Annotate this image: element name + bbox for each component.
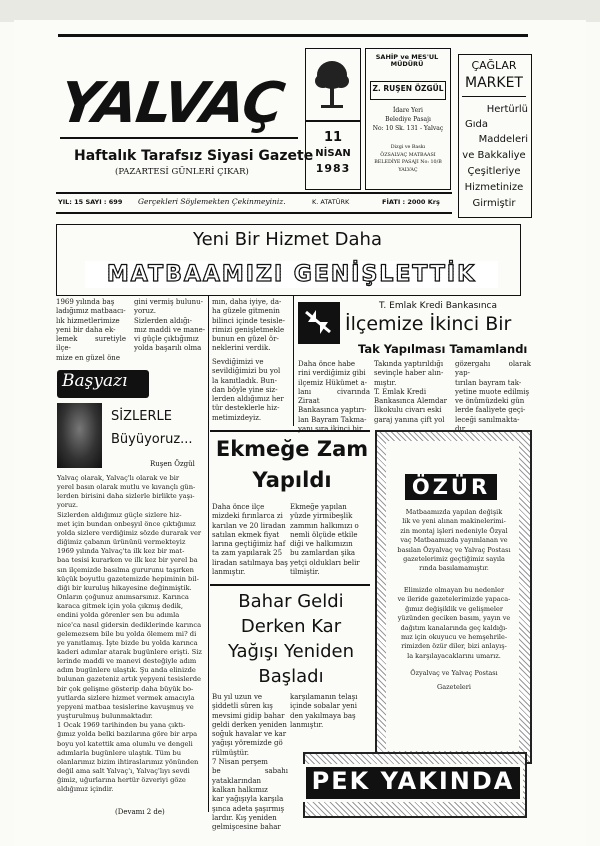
snow-col-2: karşılamanın telaşı içinde sobalar yeni den yakılmaya baş lanmıştır. xyxy=(290,693,358,729)
owner-label: SAHİP ve MES'UL MÜDÜRÜ xyxy=(375,53,439,69)
lead-col-1: 1969 yılında baş ladığımız matbaacı- lık hizmetlerimize yeni bir daha ek- lemek suretiyle ilçe- mize en güzel öne xyxy=(56,298,126,362)
ozur-para-2: Elimizde olmayan bu nedenler ve ileride gazetelerimizde yapaca- ğımız değişiklik ve gelişmeler yüzünden geciken basım, yayın ve dağıtım kanalarında geç kaldığı- mız için okuyucu ve hemşehrile- rimizden özür diler, bizi anlayış- la karşılayacaklarını umarız. xyxy=(397,586,511,660)
editorial-title-1: SİZLERLE xyxy=(111,409,172,424)
ozur-para-1: Matbaamızda yapılan değişik lik ve yeni alınan makinelerimi- zin montaj işleri nedeniyle Özyal vaç Matbaamızda yayımlanan ve basılan Özyalvaç ve Yalvaç Postası gazetelerimiz geçtiğimiz sayıla rında basılamamıştır. xyxy=(397,508,511,573)
bank-logo-icon xyxy=(302,306,334,338)
ataturk: K. ATATÜRK xyxy=(312,198,350,206)
logo: YALVAÇ xyxy=(55,71,288,136)
editorial-label: Başyazı xyxy=(62,371,128,391)
snow-headline-1: Bahar Geldi xyxy=(238,591,344,612)
snow-col-1: Bu yıl uzun ve şiddetli süren kış mevsimi gidip bahar geldi derken yeniden soğuk havalar ve kar yağışı yöremizde gö rülmüştür. 7 Nisan perşem be sabahı yataklarından kalkan halkımız kar yağışıyla karşıla şınca adeta şaşırmış lardır. Kış yeniden gelmişcesine bahar xyxy=(212,693,288,832)
date-divider xyxy=(305,120,361,122)
bread-headline-1: Ekmeğe Zam xyxy=(215,437,369,461)
soon-text: PEK YAKINDA xyxy=(311,767,515,795)
motto: Gerçekleri Söylemekten Çekinmeyiniz. xyxy=(138,197,286,206)
market-brand-2: MARKET xyxy=(465,75,523,91)
bank-kicker: T. Emlak Kredi Bankasınca xyxy=(378,301,498,311)
ozur-title: ÖZÜR xyxy=(411,475,491,499)
market-line: Hizmetinize xyxy=(464,182,524,193)
bank-col-1: Daha önce habe rini verdiğimiz gibi ilçemiz Hükümet a- lanı civarında Ziraat Bankasınca yaptırı- lan Bayram Takma- xyxy=(298,360,370,424)
market-line: Çeşitleriye xyxy=(467,166,521,177)
market-line: Maddeleri xyxy=(478,134,528,145)
snow-headline-4: Başladı xyxy=(258,666,324,687)
scan-edge xyxy=(0,0,600,22)
bread-col-2: Ekmeğe yapılan yüzde yirmibeşlik zammın halkımızı o nemli ölçüde etkile diği ve halkımızın bu zamlardan şika yetçi oldukları belir tilmiştir. xyxy=(290,503,360,577)
bank-col-2: Takında yaptırıldığı sevinçle haber alın- mıştır. T. Emlak Kredi Bankasınca Alemdar İlkokulu civarı eski garaj yanına çift yol xyxy=(374,360,447,424)
snow-rule-top xyxy=(210,584,370,586)
lead-col-3: mın, daha iyiye, da- ha güzele gitmenin bilinci içinde tesisle- rimizi genişletmekle bunun en güzel ör- neklerini verdik. xyxy=(212,298,285,353)
issue-day: 11 xyxy=(323,130,343,145)
issue-month: NİSAN xyxy=(315,148,351,159)
editorial-body: Yalvaç olarak, Yalvaç'lı olarak ve bir yerel basın olarak mutlu ve kıvançlı gün- lerden birisini daha sizlerle birlikte yaşı- yoruz. Sizlerden aldığımız güçle sizlere hiz- met için bundan onbeşyıl önce çıktığımız yolda sizlere verdiğimiz sözde durarak ver diğimiz çabanın ürününü vermekteyiz 1969 yılında Yalvaç'ta ilk kez bir mat- baa tesisi kurarken ve ilk kez bir yerel ba sın ilçemizde basılma gururunu taşırken küçük boyutlu gazetemizde hepiminin bil- diği bir kuruluş hikayesine değinmiştik. Onların çoğunuz anımsarsınız. Karınca karaca gitmek için yola çıkmış dedik, endini yolda görenler sen bu adımla nice'ca nasıl gidersin dediklerinde karınca gelemezsem bile bu yolda ölemem mi? di ye yanıtlamış. İşte bizde bu yolda karınca kaderi adımlar atarak bugünlere erişti. Siz lerinde maddi ve manevi desteğiyle adım adım bugünlere ulaştık. Şu anda elinizde bulunan gazeteniz artık yepyeni tesislerde bir çok gelişme gösterip daha büyük bo- yutlarda sizlere hizmet vermek amacıyla yepyeni matbaa tesislerine kavuşmuş ve yuşturulmuş bulunmaktadır. 1 Ocak 1969 tarihinden bu yana çıktı- ğımız yolda belki bazılarına göre bir arpa boyu yol katettik ama olumlu ve dengeli adımlarla bugünlere ulaştık. Tüm bu olanlarımız bizim ihtiraslarımız yönünden değil ama salt Yalvaç'ı, Yalvaç'lıyı sevdi ğimiz, uğurlarına hertür özveriyi göze aldığımız içindir. xyxy=(57,474,202,794)
author-photo xyxy=(57,403,102,468)
printer-info: Dizgi ve Baskı ÖZSALVAÇ MATBAASI BELEDİYE PASAJI No: 10/B YALVAÇ xyxy=(374,145,442,173)
market-line: Gıda xyxy=(465,119,489,130)
bread-rule-top xyxy=(210,430,370,432)
top-rule xyxy=(58,34,528,37)
year-issue: YIL: 15 SAYI : 699 xyxy=(58,198,123,206)
snow-headline-3: Yağışı Yeniden xyxy=(227,641,355,662)
ozur-signature: Özyalvaç ve Yalvaç Postası Gazeteleri xyxy=(410,669,498,691)
market-line: Girmiştir xyxy=(472,198,516,209)
masthead-schedule: (PAZARTESİ GÜNLERİ ÇIKAR) xyxy=(115,167,249,177)
bread-headline-2: Yapıldı xyxy=(252,468,332,492)
snow-headline-2: Derken Kar xyxy=(240,616,342,637)
lead-headline: MATBAAMIZI GENİŞLETTİK xyxy=(85,262,498,287)
issue-year: 1983 xyxy=(315,162,351,175)
column-rule xyxy=(208,296,209,812)
bread-col-1: Daha önce ilçe mizdeki fırınlarca zi karılan ve 20 liradan satılan ekmek fiyat larına geçtiğimiz haf ta zam yapılarak 25 liradan satılmaya baş lanmıştır. xyxy=(212,503,288,577)
lead-col-4: Sevdiğimizi ve sevildiğimizi bu yol la kanıtladık. Bun- dan böyle yine siz- lerden aldığımız her tür desteklerle hiz- metimizdeyiz. xyxy=(212,358,284,422)
office-address: İdare Yeri Belediye Pasajı No: 10 Sk. 131 - Yalvaç xyxy=(372,107,444,132)
price: FİATI : 2000 Krş xyxy=(382,198,440,206)
editorial-continued: (Devamı 2 de) xyxy=(115,808,165,816)
lead-kicker: Yeni Bir Hizmet Daha xyxy=(193,229,382,250)
market-line: Hertürlü xyxy=(486,104,528,115)
lead-col-2: gini vermiş bulunu- yoruz. Sizlerden aldığı- mız maddi ve mane- vi güçle çıktığımız yolda başarılı olma xyxy=(134,298,206,353)
market-divider xyxy=(462,96,526,97)
bank-subhead: Tak Yapılması Tamamlandı xyxy=(358,342,528,356)
tree-icon xyxy=(311,57,353,113)
bank-col-3: gözergahı olarak yap- tırılan bayram tak- yetine muote edilmiş ve önümüzdeki gün lerde faaliyete geçi- leceği sanılmakta- xyxy=(455,360,531,424)
info-rule-bottom xyxy=(56,212,452,214)
bank-headline: İlçemize İkinci Bir xyxy=(345,313,512,335)
info-rule-top xyxy=(56,192,452,194)
masthead-subtitle: Haftalık Tarafsız Siyasi Gazete xyxy=(74,148,314,164)
editorial-author: Ruşen Özgül xyxy=(150,460,195,468)
owner-name: Z. RUŞEN ÖZGÜL xyxy=(372,84,444,93)
market-brand-1: ÇAĞLAR xyxy=(471,59,517,72)
column-rule xyxy=(293,296,294,426)
market-line: ve Bakkaliye xyxy=(462,150,526,161)
editorial-title-2: Büyüyoruz... xyxy=(111,432,193,447)
logo-underline xyxy=(60,137,298,139)
